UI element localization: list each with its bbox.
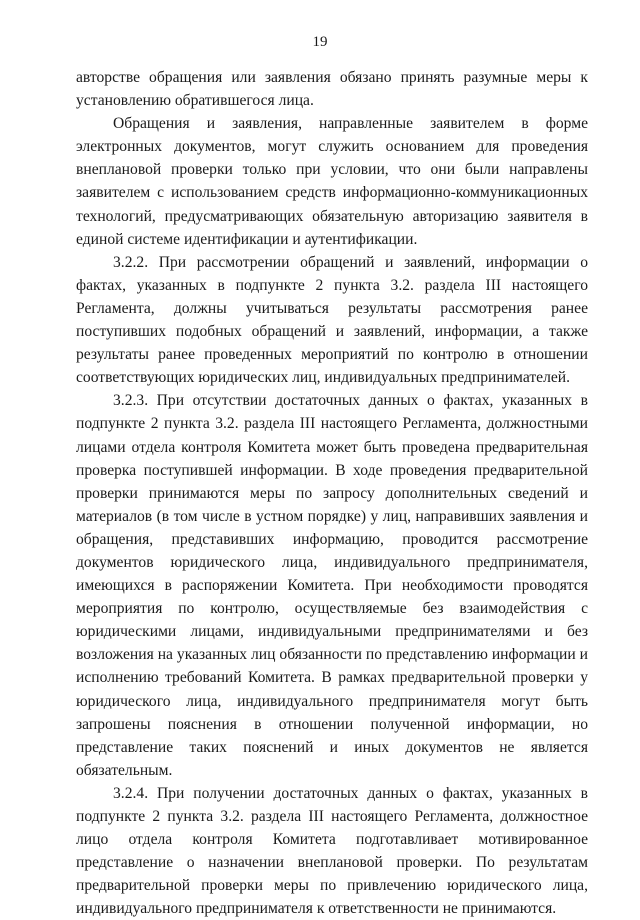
paragraph-3-2-4: 3.2.4. При получении достаточных данных о фактах, указанных в подпункте 2 пункта 3.2. раздела III настоящего Регламента, должностное лицо отдела контроля Комитета подготавливает мотивированное представление о назначении внеплановой проверки. По результатам предварительной проверки меры по привлечению юридического лица, индивидуального предпринимателя к ответственности не принимаются. xyxy=(76,784,588,918)
document-body xyxy=(76,66,588,920)
paragraph-3-2-2: 3.2.2. При рассмотрении обращений и заявлений, информации о фактах, указанных в подпункте 2 пункта 3.2. раздела III настоящего Регламента, должны учитываться результаты рассмотрения ранее поступивших подобных обращений и заявлений, информации, а также результаты ранее проведенных мероприятий по контролю в отношении соответствующих юридических лиц, индивидуальных предпринимателей. xyxy=(76,253,588,387)
paragraph-3-2-3: 3.2.3. При отсутствии достаточных данных о фактах, указанных в подпункте 2 пункта 3.2. раздела III настоящего Регламента, должностными лицами отдела контроля Комитета может быть проведена предварительная проверка поступившей информации. В ходе проведения предварительной проверки принимаются меры по запросу дополнительных сведений и материалов (в том числе в устном порядке) у лиц, направивших заявления и обращения, представивших информацию, проводится рассмотрение документов юридического лица, индивидуального предпринимателя, имеющихся в распоряжении Комитета. При необходимости проводятся мероприятия по контролю, осуществляемые без взаимодействия с юридическими лицами, индивидуальными предпринимателями и без возложения на указанных лиц обязанности по представлению информации и исполнению требований Комитета. В рамках предварительной проверки у юридического лица, индивидуального предпринимателя могут быть запрошены пояснения в отношении полученной информации, но представление таких пояснений и иных документов не является обязательным. xyxy=(76,392,588,779)
paragraph-electronic-documents: Обращения и заявления, направленные заявителем в форме электронных документов, могут служить основанием для проведения внеплановой проверки только при условии, что они были направлены заявителем с использованием средств информационно-коммуникационных технологий, предусматривающих обязательную авторизацию заявителя в единой системе идентификации и аутентификации. xyxy=(76,115,588,248)
page-number: 19 xyxy=(312,34,328,50)
paragraph-continuation: авторстве обращения или заявления обязано принять разумные меры к установлению обратившегося лица. xyxy=(76,69,588,110)
